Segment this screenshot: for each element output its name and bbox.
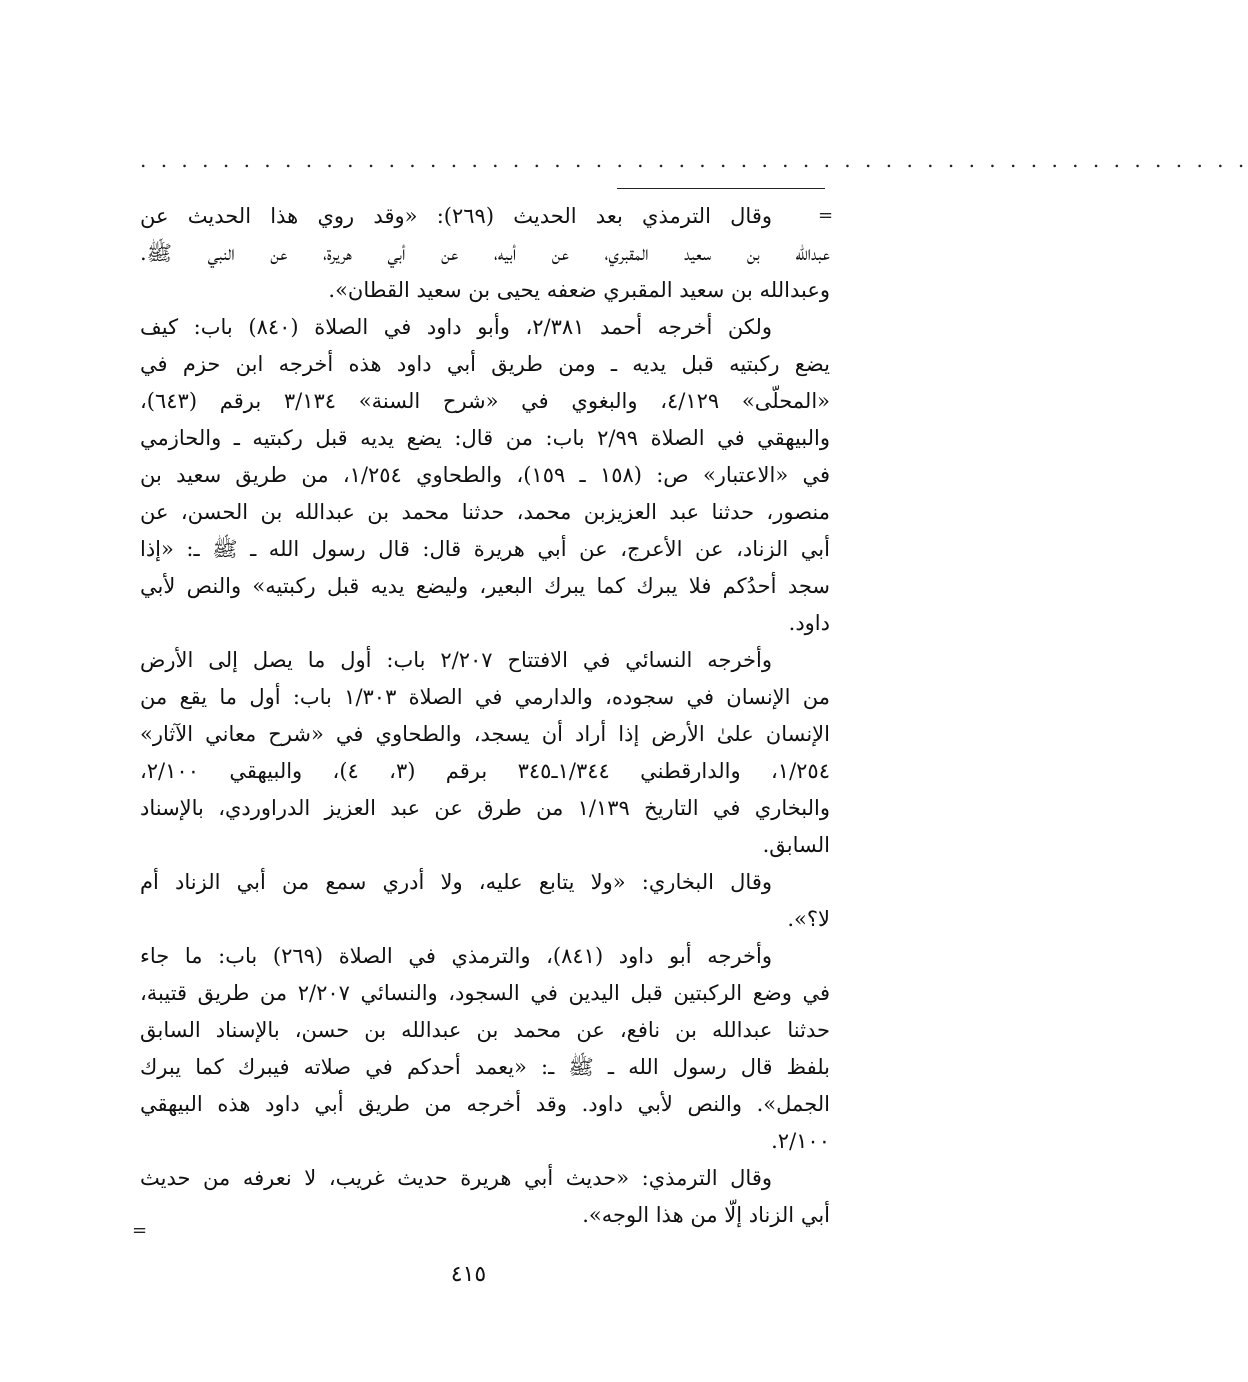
text-line: لا؟».	[787, 907, 830, 931]
text-line: ولكن أخرجه أحمد ٢/٣٨١، وأبو داود في الصلاة (٨٤٠) باب: كيف	[140, 315, 772, 339]
text-line: ٢/١٠٠.	[771, 1129, 830, 1153]
text-line: الإنسان علىٰ الأرض إذا أراد أن يسجد، والطحاوي في «شرح معاني الآثار»	[140, 722, 830, 746]
text-line: وأخرجه النسائي في الافتتاح ٢/٢٠٧ باب: أول ما يصل إلى الأرض	[140, 648, 773, 672]
footnote-rule	[617, 188, 825, 189]
page-number: ٤١٥	[450, 1262, 487, 1287]
text-line: بلفظ قال رسول الله ـ ﷺ ـ: «يعمد أحدكم في صلاته فيبرك كما يبرك	[140, 1055, 830, 1079]
text-line: وقال الترمذي بعد الحديث (٢٦٩): «وقد روي هذا الحديث عن	[140, 204, 772, 228]
text-line: عبدالله بن سعيد المقبري، عن أبيه، عن أبي هريرة، عن النبي ﷺ.	[140, 241, 830, 265]
text-line: وأخرجه أبو داود (٨٤١)، والترمذي في الصلاة (٢٦٩) باب: ما جاء	[140, 944, 772, 968]
continuation-mark-bottom: =	[132, 1220, 148, 1241]
text-line: أبي الزناد إلّا من هذا الوجه».	[582, 1203, 830, 1227]
footnote-body	[140, 198, 830, 1234]
text-line: ١/٢٥٤، والدارقطني ١/٣٤٤ـ٣٤٥ برقم (٣، ٤)، والبيهقي ٢/١٠٠،	[140, 759, 830, 783]
text-line: وقال الترمذي: «حديث أبي هريرة حديث غريب، لا نعرفه من حديث	[140, 1166, 772, 1190]
separator-dots: . . . . . . . . . . . . . . . . . . . . . . . . . . . . . . . . . . . . . . . . . . . . . . . . . . . . . .	[140, 148, 1248, 172]
text-line: حدثنا عبدالله بن نافع، عن محمد بن عبدالله بن حسن، بالإسناد السابق	[140, 1018, 830, 1042]
text-line: وقال البخاري: «ولا يتابع عليه، ولا أدري سمع من أبي الزناد أم	[140, 870, 772, 894]
text-line: داود.	[788, 611, 830, 635]
text-line: سجد أحدُكم فلا يبرك كما يبرك البعير، وليضع يديه قبل ركبتيه» والنص لأبي	[140, 574, 830, 598]
text-line: أبي الزناد، عن الأعرج، عن أبي هريرة قال: قال رسول الله ـ ﷺ ـ: «إذا	[140, 537, 830, 561]
text-line: منصور، حدثنا عبد العزيزبن محمد، حدثنا محمد بن عبدالله بن الحسن، عن	[140, 500, 830, 524]
text-line: والبخاري في التاريخ ١/١٣٩ من طرق عن عبد العزيز الدراوردي، بالإسناد	[140, 796, 831, 820]
text-line: السابق.	[762, 833, 830, 857]
text-line: «المحلّى» ٤/١٢٩، والبغوي في «شرح السنة» ٣/١٣٤ برقم (٦٤٣)،	[140, 389, 830, 413]
text-line: في وضع الركبتين قبل اليدين في السجود، والنسائي ٢/٢٠٧ من طريق قتيبة،	[140, 981, 830, 1005]
text-line: في «الاعتبار» ص: (١٥٨ ـ ١٥٩)، والطحاوي ١/٢٥٤، من طريق سعيد بن	[140, 463, 830, 487]
text-line: والبيهقي في الصلاة ٢/٩٩ باب: من قال: يضع يديه قبل ركبتيه ـ والحازمي	[140, 426, 831, 450]
continuation-mark-top: =	[818, 205, 834, 226]
text-line: من الإنسان في سجوده، والدارمي في الصلاة ١/٣٠٣ باب: أول ما يقع من	[140, 685, 830, 709]
text-line: يضع ركبتيه قبل يديه ـ ومن طريق أبي داود هذه أخرجه ابن حزم في	[140, 352, 830, 376]
text-line: وعبدالله بن سعيد المقبري ضعفه يحيى بن سعيد القطان».	[328, 278, 830, 302]
text-line: الجمل». والنص لأبي داود. وقد أخرجه من طريق أبي داود هذه البيهقي	[140, 1092, 830, 1116]
